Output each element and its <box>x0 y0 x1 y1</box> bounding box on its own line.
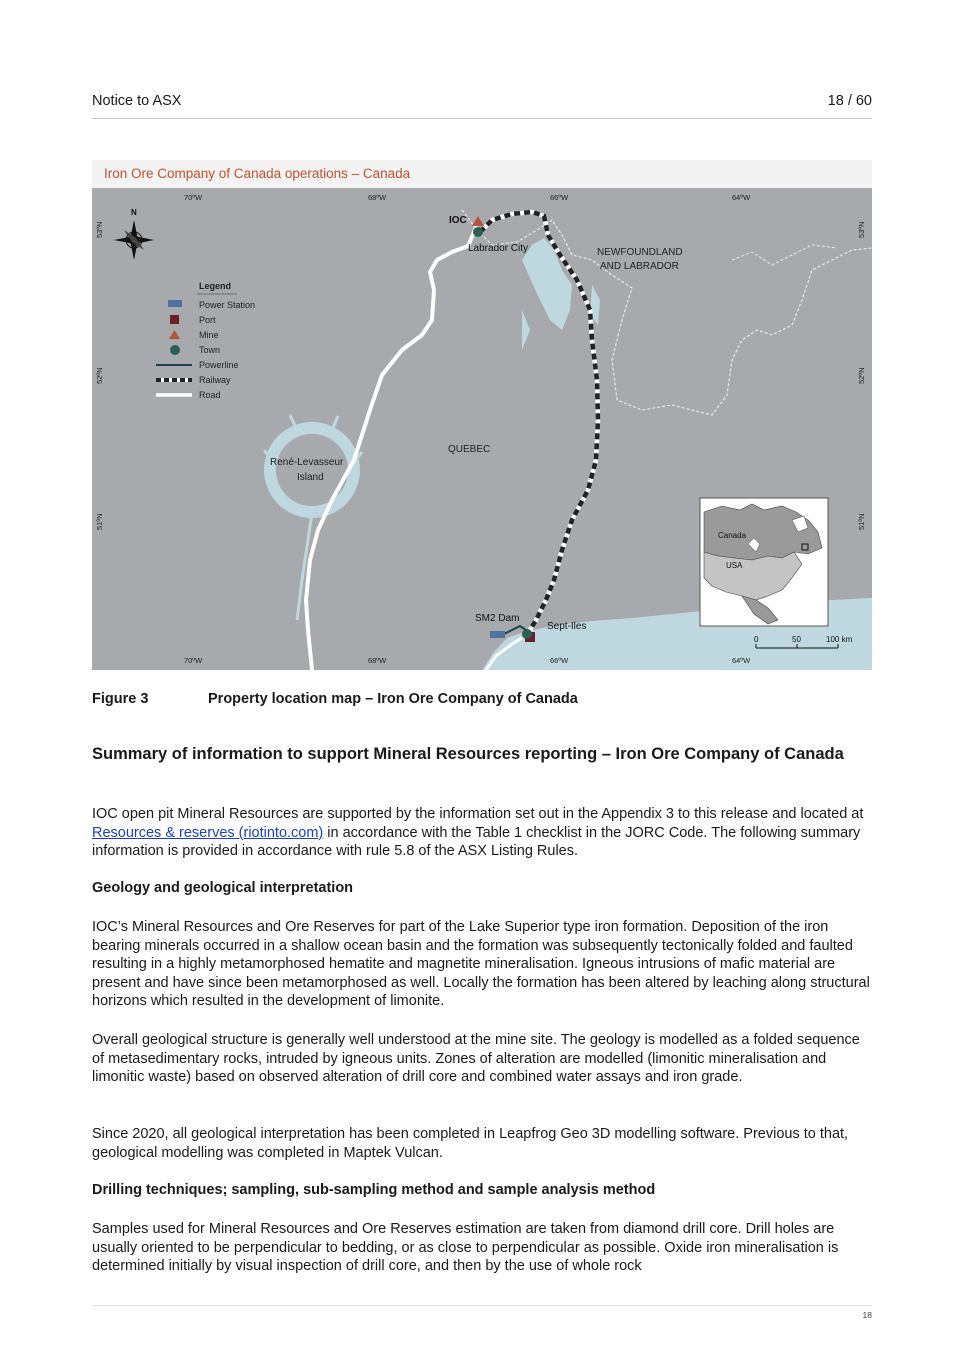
legend-town: Town <box>199 345 221 355</box>
lon-top-66: 66ºW <box>550 193 569 202</box>
legend-road: Road <box>199 390 221 400</box>
sept-iles-town-marker <box>522 629 532 639</box>
quebec-label: QUEBEC <box>448 444 491 455</box>
drilling-heading: Drilling techniques; sampling, sub-sampling method and sample analysis method <box>92 1182 656 1198</box>
inset-usa-label: USA <box>726 561 743 570</box>
sept-iles-label: Sept-Iles <box>547 621 587 632</box>
labrador-city-marker <box>473 227 483 237</box>
drilling-paragraph-1: Samples used for Mineral Resources and Ore Reserves estimation are taken from diamond drill core. Drill holes are usually oriented to be perpendicular to bedding, or as close to perpendicular as possible. Oxide iron mineralisation is determined initially by visual inspection of drill core, and then by the use of whole rock <box>92 1221 839 1275</box>
island-label-1: René-Levasseur <box>270 457 344 468</box>
lat-right-51: 51ºN <box>857 513 866 530</box>
lon-bottom-66: 66ºW <box>550 656 569 665</box>
legend-mine: Mine <box>199 330 219 340</box>
lon-top-68: 68ºW <box>368 193 387 202</box>
geology-heading: Geology and geological interpretation <box>92 880 354 896</box>
header-page-count: 18 / 60 <box>827 93 872 109</box>
geology-paragraph-1: IOC’s Mineral Resources and Ore Reserves for part of the Lake Superior type iron formation. Deposition of the iron bearing minerals occurred in a shallow ocean basin and the formation was subsequently tectonically folded and faulted resulting in a highly metamorphosed hematite and magnetite mineralisation. Igneous intrusions of mafic material are present and have since been metamorphosed as well. Locally the formation has been altered by leaching along structural horizons which resulted in the development of limonite. <box>92 919 870 1010</box>
figure-caption <box>92 691 578 707</box>
legend-port: Port <box>199 315 216 325</box>
north-label: N <box>131 208 137 217</box>
lon-bottom-70: 70ºW <box>184 656 203 665</box>
lat-left-53: 53ºN <box>95 221 104 238</box>
legend-railway: Railway <box>199 375 231 385</box>
island-label-2: Island <box>297 472 324 483</box>
intro-text-after: in accordance with the Table 1 checklist in the JORC Code. The following summary information is provided in accordance with rule 5.8 of the ASX Listing Rules. <box>92 824 861 860</box>
legend-title: Legend <box>199 281 232 291</box>
lon-bottom-68: 68ºW <box>368 656 387 665</box>
map-title: Iron Ore Company of Canada operations – Canada <box>104 166 411 181</box>
sm2-power-station-marker <box>490 631 505 638</box>
intro-text-before: IOC open pit Mineral Resources are supported by the information set out in the Appendix 3 to this release and located at <box>92 806 864 822</box>
figure-caption-text: Property location map – Iron Ore Company of Canada <box>208 691 578 707</box>
geology-paragraph-3: Since 2020, all geological interpretation has been completed in Leapfrog Geo 3D modelling software. Previous to that, geological modelling was completed in Maptek Vulcan. <box>92 1126 849 1161</box>
port-symbol <box>170 315 179 324</box>
figure-number: Figure 3 <box>92 691 149 707</box>
intro-paragraph <box>92 805 872 861</box>
legend-power-station: Power Station <box>199 300 256 310</box>
scale-50: 50 <box>792 635 801 644</box>
lon-bottom-64: 64ºW <box>732 656 751 665</box>
header-divider <box>92 118 872 119</box>
lat-left-51: 51ºN <box>95 513 104 530</box>
scale-0: 0 <box>754 635 759 644</box>
legend-powerline: Powerline <box>199 360 239 370</box>
scale-100: 100 km <box>826 635 853 644</box>
sm2-dam-label: SM2 Dam <box>475 613 520 624</box>
nl-label-1: NEWFOUNDLAND <box>597 247 683 258</box>
power-station-symbol <box>168 300 182 307</box>
header-title: Notice to ASX <box>92 93 182 109</box>
lat-left-52: 52ºN <box>95 367 104 384</box>
section-heading: Summary of information to support Mineral Resources reporting – Iron Ore Company of Canada <box>92 745 844 763</box>
footer-divider <box>92 1305 872 1306</box>
lat-right-53: 53ºN <box>857 221 866 238</box>
labrador-city-label: Labrador City <box>468 243 529 254</box>
town-symbol <box>170 345 180 355</box>
geology-paragraph-2: Overall geological structure is generally well understood at the mine site. The geology is modelled as a folded sequence of metasedimentary rocks, intruded by igneous units. Zones of alteration are modelled (limonitic mineralisation and limonitic waste) based on observed alteration of drill core and combined water assays and iron grade. <box>92 1032 860 1086</box>
footer-page-number: 18 <box>862 1310 872 1320</box>
lat-right-52: 52ºN <box>857 367 866 384</box>
resources-reserves-link[interactable]: Resources & reserves (riotinto.com) <box>92 824 324 841</box>
nl-label-2: AND LABRADOR <box>600 261 679 272</box>
lon-top-64: 64ºW <box>732 193 751 202</box>
inset-map <box>700 498 828 626</box>
inset-canada-label: Canada <box>718 531 747 540</box>
lon-top-70: 70ºW <box>184 193 203 202</box>
property-location-map <box>92 160 872 670</box>
ioc-label: IOC <box>449 215 467 226</box>
